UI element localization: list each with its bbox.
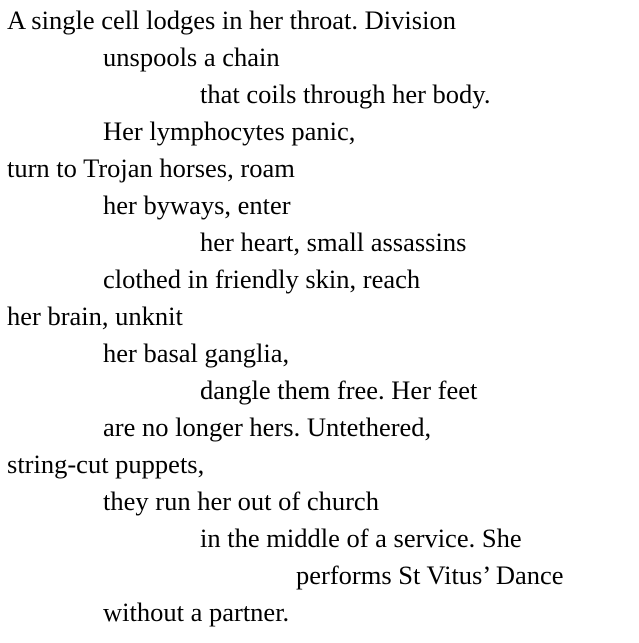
poem-line: dangle them free. Her feet	[200, 375, 478, 405]
poem-line: in the middle of a service. She	[200, 523, 522, 553]
poem-line: without a partner.	[103, 597, 290, 627]
poem-line: her brain, unknit	[7, 301, 183, 331]
poem-line: Her lymphocytes panic,	[103, 116, 356, 146]
poem-line: that coils through her body.	[200, 79, 491, 109]
poem-line: turn to Trojan horses, roam	[7, 153, 295, 183]
poem-line: are no longer hers. Untethered,	[103, 412, 432, 442]
poem-line: string-cut puppets,	[7, 449, 205, 479]
poem-line: her basal ganglia,	[103, 338, 290, 368]
poem-line: clothed in friendly skin, reach	[103, 264, 421, 294]
poem-line: unspools a chain	[103, 42, 280, 72]
poem-line: A single cell lodges in her throat. Division	[7, 5, 456, 35]
poem-line: they run her out of church	[103, 486, 379, 516]
poem-line: her heart, small assassins	[200, 227, 467, 257]
poem-line: performs St Vitus’ Dance	[296, 560, 564, 590]
poem	[7, 2, 564, 631]
poem-line: her byways, enter	[103, 190, 291, 220]
